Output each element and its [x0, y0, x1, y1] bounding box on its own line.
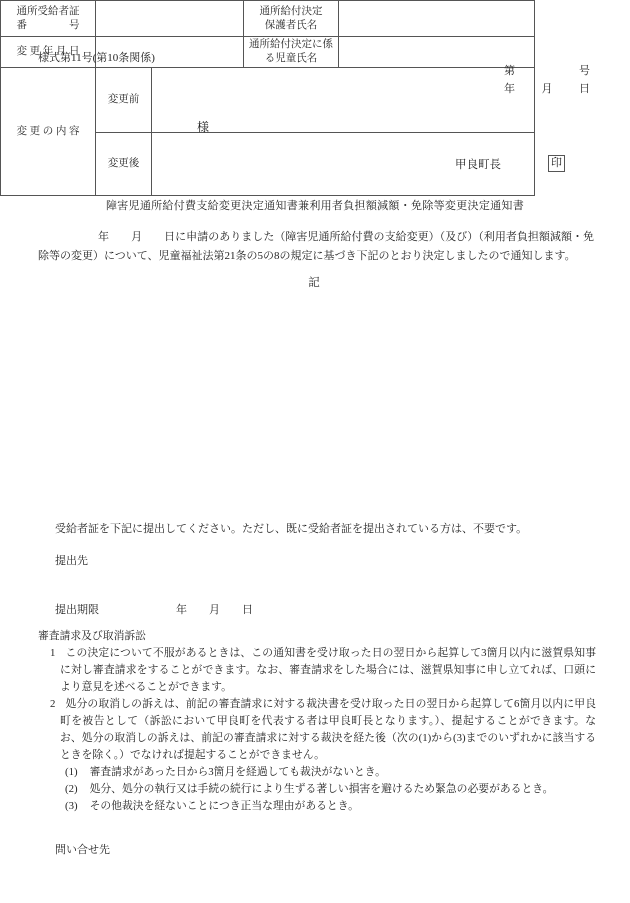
form-number: 様式第11号(第10条関係): [38, 52, 155, 64]
date-year-label: 年: [504, 83, 515, 95]
doc-no-prefix: 第: [504, 65, 515, 77]
document-number-line: [504, 62, 590, 78]
date-month-label: 月: [541, 83, 553, 95]
appeal-section: [38, 628, 596, 815]
issuer-name: 甲良町長: [455, 158, 501, 171]
appeal-subitem-1: [65, 764, 596, 781]
child-name-label: [244, 37, 339, 68]
recipient-number-label: [1, 1, 96, 37]
recipient-number-label-line1: 通所受給者証: [16, 5, 80, 17]
guardian-name-label: [244, 1, 339, 37]
appeal-subitem-1-text: 審査請求があった日から3箇月を経過しても裁決がないとき。: [89, 766, 386, 778]
submit-note: 受給者証を下記に提出してください。ただし、既に受給者証を提出されている方は、不要です。: [55, 523, 528, 535]
main-paragraph: 年 月 日に申請のありました（障害児通所給付費の支給変更）（及び）（利用者負担額減額・免除等の変更）について、児童福祉法第21条の5の8の規定に基づき下記のとおり決定しましたので通知します。: [38, 231, 594, 262]
appeal-subitem-3-number: (3): [65, 800, 78, 812]
change-content-label: 変 更 の 内 容: [1, 68, 96, 196]
appeal-subitem-3: [65, 798, 596, 815]
recipient-number-label-line2: 番 号: [16, 19, 80, 31]
ki-separator: 記: [308, 277, 322, 289]
seal-mark: 印: [548, 155, 565, 172]
child-name-label-line2: る児童氏名: [264, 53, 318, 64]
deadline-label: 提出期限: [55, 604, 99, 616]
appeal-subitem-1-number: (1): [65, 766, 78, 778]
appeal-subitem-2: [65, 781, 596, 798]
appeal-subitem-2-number: (2): [65, 783, 78, 795]
guardian-name-value-cell: [339, 1, 535, 37]
after-change-label: 変更後: [96, 133, 152, 196]
before-change-label: 変更前: [96, 68, 152, 133]
deadline-date-blanks: 年 月 日: [176, 604, 253, 616]
date-day-label: 日: [579, 83, 590, 95]
deadline-row: [55, 601, 253, 617]
appeal-item-1: [50, 645, 596, 696]
change-date-label: 変 更 年 月 日: [1, 37, 96, 68]
document-date-line: [504, 80, 590, 96]
table-row: [1, 68, 535, 133]
contact-label: 問い合せ先: [55, 844, 110, 856]
recipient-number-value-cell: [96, 1, 244, 37]
appeal-item-1-number: 1: [50, 647, 56, 659]
addressee-honorific: 様: [197, 120, 210, 134]
guardian-name-label-line1: 通所給付決定: [259, 5, 323, 17]
appeal-subitem-2-text: 処分、処分の執行又は手続の続行により生ずる著しい損害を避けるため緊急の必要があるとき。: [89, 783, 554, 795]
guardian-name-label-line2: 保護者氏名: [264, 19, 318, 31]
issuer-line: [455, 155, 565, 172]
document-title: 障害児通所給付費支給変更決定通知書兼利用者負担額減額・免除等変更決定通知書: [105, 200, 525, 212]
appeal-heading: 審査請求及び取消訴訟: [38, 630, 146, 642]
child-name-label-line1: 通所給付決定に係: [249, 39, 333, 50]
appeal-subitem-3-text: その他裁決を経ないことにつき正当な理由があるとき。: [89, 800, 359, 812]
submit-to-label: 提出先: [55, 555, 88, 567]
table-row: [1, 1, 535, 37]
appeal-item-2-text: 処分の取消しの訴えは、前記の審査請求に対する裁決書を受け取った日の翌日から起算して6箇月以内に甲良町を被告として（訴訟において甲良町を代表する者は甲良町長となります。）、提起することができます。なお、処分の取消しの訴えは、前記の審査請求に対する裁決を経た後（次の(1)から(3)までのいずれかに該当するときを除く。）でなければ提起することができません。: [60, 698, 596, 761]
appeal-item-1-text: この決定について不服があるときは、この通知書を受け取った日の翌日から起算して3箇月以内に滋賀県知事に対し審査請求をすることができます。なお、審査請求をした場合には、滋賀県知事に申し立てれば、口頭により意見を述べることができます。: [60, 647, 596, 693]
doc-no-suffix: 号: [579, 65, 590, 77]
appeal-item-2: [50, 696, 596, 764]
appeal-item-2-number: 2: [50, 698, 56, 710]
